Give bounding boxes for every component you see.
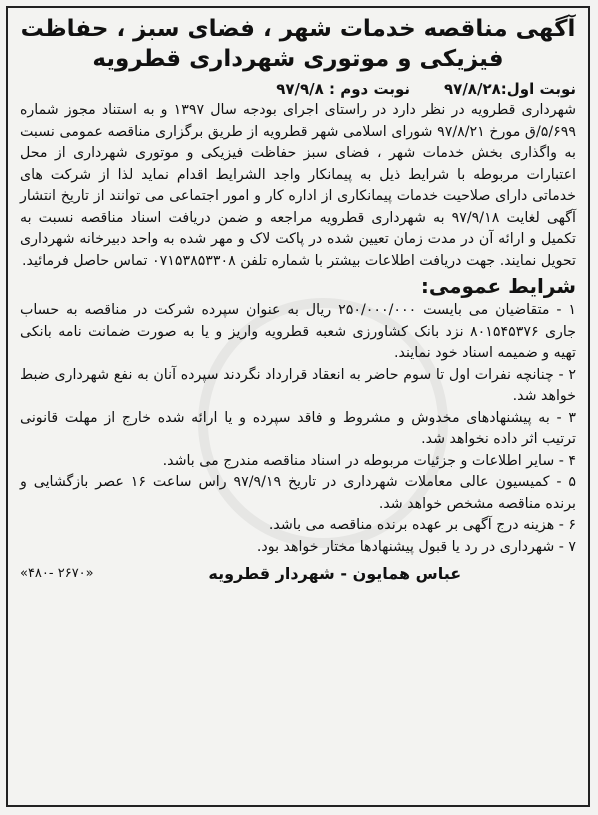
condition-item: ۲ - چنانچه نفرات اول تا سوم حاضر به انعقاد قرارداد نگردند سپرده آنان به نفع شهرداری ضبط خواهد شد. bbox=[20, 366, 576, 404]
date-first: نوبت اول:۹۷/۸/۲۸ bbox=[444, 80, 576, 98]
ad-code: «۴۸۰- ۲۶۷۰» bbox=[20, 566, 94, 581]
conditions-list bbox=[20, 300, 576, 558]
condition-item: ۶ - هزینه درج آگهی بر عهده برنده مناقصه می باشد. bbox=[268, 517, 576, 533]
conditions-heading: شرایط عمومی: bbox=[420, 274, 576, 298]
date-second: نوبت دوم : ۹۷/۹/۸ bbox=[276, 80, 411, 98]
condition-item: ۳ - به پیشنهادهای مخدوش و مشروط و فاقد سپرده و یا ارائه شده خارج از مهلت قانونی ترتیب اثر داده نخواهد شد. bbox=[20, 409, 576, 447]
condition-item: ۱ - متقاضیان می بایست ۲۵۰/۰۰۰/۰۰۰ ریال به عنوان سپرده شرکت در مناقصه به حساب جاری ۸۰۱۵۴۵۳۷۶ نزد بانک کشاورزی شعبه قطرویه واریز و یا به صورت ضمانت نامه بانکی تهیه و ضمیمه اسناد خود نمایند. bbox=[20, 302, 577, 361]
notice-title bbox=[20, 14, 576, 74]
condition-item: ۴ - سایر اطلاعات و جزئیات مربوطه در اسناد مناقصه مندرج می باشد. bbox=[162, 452, 576, 469]
publication-dates bbox=[20, 80, 576, 98]
intro-paragraph: شهرداری قطرویه در نظر دارد در راستای اجرای بودجه سال ۱۳۹۷ و به استناد مجوز شماره ۵/۶۹۹/ق مورخ ۹۷/۸/۲۱ شورای اسلامی شهر قطرویه از طریق برگزاری مناقصه عمومی نسبت به واگذاری بخش خدمات شهر ، فضای سبز حفاظت فیزیکی و موتوری شهرداری از محل اعتبارات مربوطه با شرایط ذیل به پیمانکار واجد الشرایط اقدام نماید لذا از شرکت های خدماتی دارای صلاحیت خدمات پیمانکاری از اداره کار و امور اجتماعی می توانند از تاریخ انتشار آگهی لغایت ۹۷/۹/۱۸ به شهرداری قطرویه مراجعه و ضمن دریافت اسناد مناقصه نسبت به تکمیل و ارائه آن در مدت زمان تعیین شده در پاکت لاک و مهر شده به واحد دبیرخانه شهرداری تحویل نمایند. جهت دریافت اطلاعات بیشتر با شماره تلفن ۰۷۱۵۳۸۵۳۳۰۸ تماس حاصل فرمائید. bbox=[20, 102, 577, 269]
condition-item: ۷ - شهرداری در رد یا قبول پیشنهادها مختار خواهد بود. bbox=[256, 538, 576, 555]
title-line-2: فیزیکی و موتوری شهرداری قطرویه bbox=[92, 46, 504, 72]
notice-frame bbox=[6, 6, 590, 807]
signature: عباس همایون - شهردار قطرویه bbox=[208, 564, 462, 583]
condition-item: ۵ - کمیسیون عالی معاملات شهرداری در تاریخ ۹۷/۹/۱۹ راس ساعت ۱۶ عصر بازگشایی و برنده مناقصه مشخص خواهد شد. bbox=[20, 474, 576, 512]
notice-footer bbox=[20, 564, 576, 583]
title-line-1: آگهی مناقصه خدمات شهر ، فضای سبز ، حفاظت bbox=[20, 16, 576, 42]
